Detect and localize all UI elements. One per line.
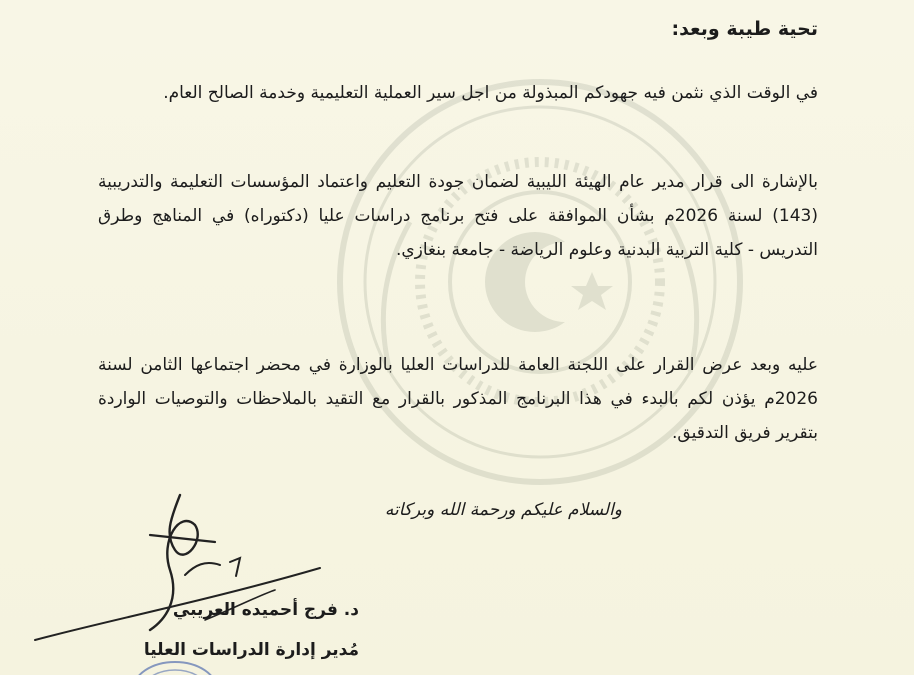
signatory-name: د. فرج أحميده العريبي [172,600,359,620]
paragraph-decision-reference: بالإشارة الى قرار مدير عام الهيئة الليبية لضمان جودة التعليم واعتماد المؤسسات التعليمة والتدريبية (143) لسنة 2026م بشأن الموافقة على فتح برنامج دراسات عليا (دكتوراه) في المناهج وطرق التدريس - كلية التربية البدنية وعلوم الرياضة - جامعة بنغازي. [98,172,819,260]
closing-greeting: والسلام عليكم ورحمة الله وبركاته [384,500,622,520]
signatory-title: مُدير إدارة الدراسات العليا [143,640,359,660]
paragraph-authorization: عليه وبعد عرض القرار على اللجنة العامة للدراسات العليا بالوزارة في محضر اجتماعها الثامن لسنة 2026م يؤذن لكم بالبدء في هذا البرنامج المذكور بالقرار مع التقيد بالملاحظات والتوصيات الواردة بتقرير فريق التدقيق. [98,355,818,443]
salutation: تحية طيبة وبعد: [671,18,818,40]
paragraph-appreciation: في الوقت الذي نثمن فيه جهودكم المبذولة من اجل سير العملية التعليمية وخدمة الصالح العام. [163,83,818,103]
handwritten-signature [30,480,350,660]
